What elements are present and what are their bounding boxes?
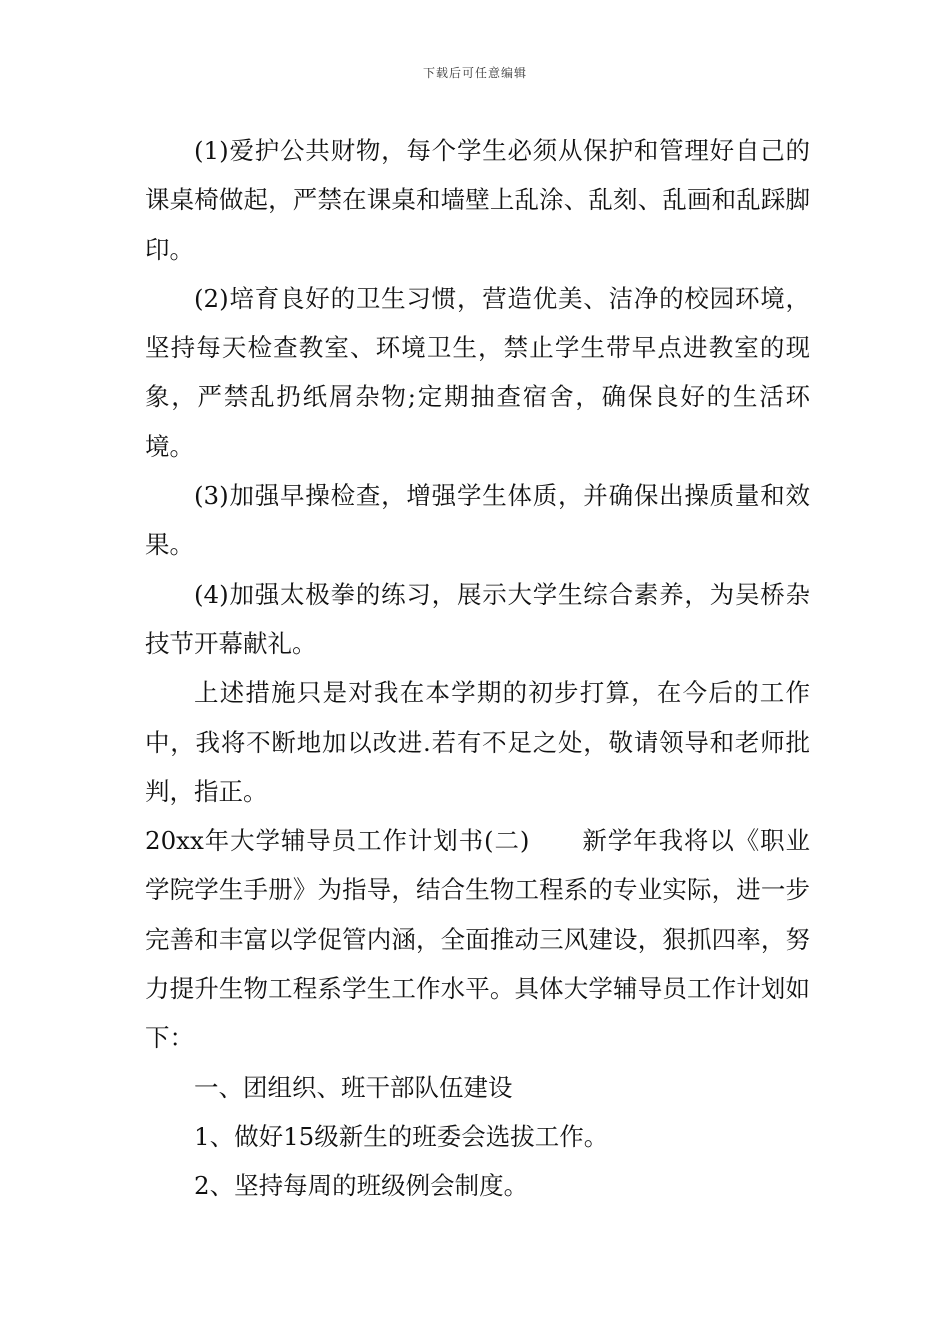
- list-item: 2、坚持每周的班级例会制度。: [194, 1171, 529, 1201]
- paragraph-item-2: (2)培育良好的卫生习惯，营造优美、洁净的校园环境，坚持每天检查教室、环境卫生，禁止学生带早点进教室的现象，严禁乱扔纸屑杂物;定期抽查宿舍，确保良好的生活环境。: [145, 283, 810, 461]
- document-body: [145, 126, 810, 1211]
- paragraph-item-1: (1)爱护公共财物，每个学生必须从保护和管理好自己的课桌椅做起，严禁在课桌和墙壁上乱涂、乱刻、乱画和乱踩脚印。: [145, 136, 810, 264]
- section-paragraph: [145, 816, 810, 1062]
- paragraph-item-4: (4)加强太极拳的练习，展示大学生综合素养，为吴桥杂技节开幕献礼。: [145, 579, 810, 658]
- section-intro: 新学年我将以《职业学院学生手册》为指导，结合生物工程系的专业实际，进一步完善和丰富以学促管内涵，全面推动三风建设，狠抓四率，努力提升生物工程系学生工作水平。具体大学辅导员工作计划如下：: [145, 826, 810, 1053]
- paragraph-closing: 上述措施只是对我在本学期的初步打算，在今后的工作中，我将不断地加以改进.若有不足之处，敬请领导和老师批判，指正。: [145, 678, 810, 806]
- list-item: 1、做好15级新生的班委会选拔工作。: [194, 1121, 609, 1151]
- page-header-note: 下载后可任意编辑: [422, 66, 527, 80]
- paragraph-item-3: (3)加强早操检查，增强学生体质，并确保出操质量和效果。: [145, 481, 810, 560]
- list-item-heading: 一、团组织、班干部队伍建设: [194, 1072, 513, 1102]
- section-heading: 20xx年大学辅导员工作计划书(二): [145, 826, 530, 856]
